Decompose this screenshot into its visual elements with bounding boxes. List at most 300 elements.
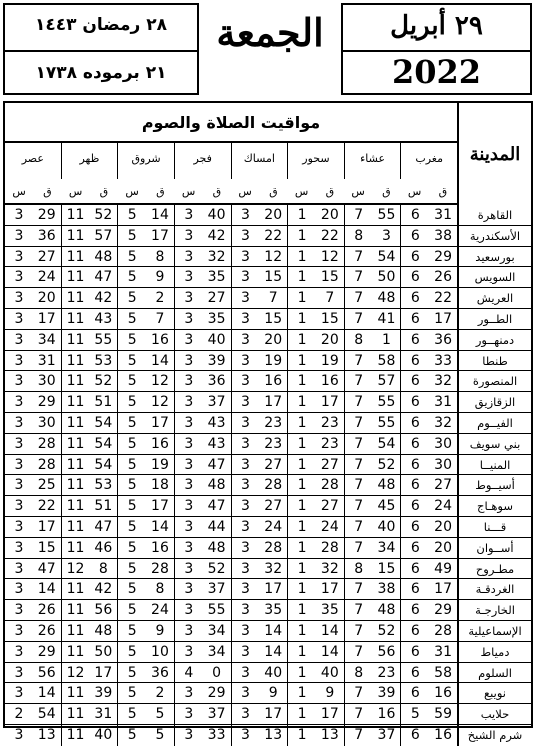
minute-cell: 14 [37, 685, 56, 702]
hour-cell: 3 [174, 621, 203, 641]
hour-cell: 11 [61, 683, 90, 703]
city-name: الأسكندرية [457, 226, 531, 246]
minute-cell: 30 [37, 414, 56, 431]
hour-cell: 7 [344, 475, 373, 495]
minute-cell: 29 [434, 248, 452, 265]
city-name: القاهرة [457, 205, 531, 225]
hour-cell: 3 [231, 392, 260, 412]
city-name: بورسعيد [457, 247, 531, 267]
hour-cell: 6 [400, 600, 429, 620]
minute-cell: 24 [320, 518, 339, 535]
hour-cell: 3 [231, 475, 260, 495]
hour-cell: 3 [231, 517, 260, 537]
minute-cell: 46 [94, 539, 113, 556]
hour-cell: 3 [231, 205, 260, 225]
hour-cell: 1 [287, 725, 316, 746]
minute-cell: 17 [320, 581, 339, 598]
hour-cell: 6 [400, 434, 429, 454]
hour-cell: 3 [14, 352, 24, 369]
prayer-header: عشاء [344, 143, 401, 179]
minute-cell: 7 [325, 290, 335, 307]
minute-cell: 31 [94, 706, 113, 723]
table-row [5, 413, 531, 434]
hour-cell: 3 [14, 477, 24, 494]
minute-cell: 20 [264, 331, 283, 348]
hour-unit-label: س [12, 185, 26, 198]
minute-cell: 17 [37, 518, 56, 535]
hour-cell: 6 [400, 330, 429, 350]
city-name: شرم الشيخ [457, 725, 531, 746]
city-name: بني سويف [457, 434, 531, 454]
minute-cell: 33 [207, 726, 226, 743]
hour-cell: 1 [287, 226, 316, 246]
divider [343, 50, 530, 52]
hour-cell: 3 [14, 435, 24, 452]
minute-cell: 14 [264, 622, 283, 639]
minute-cell: 47 [37, 560, 56, 577]
hour-cell: 7 [344, 496, 373, 516]
minute-cell: 20 [434, 518, 452, 535]
table-row [5, 621, 531, 642]
hour-cell: 3 [174, 205, 203, 225]
minute-cell: 43 [207, 435, 226, 452]
minute-cell: 39 [377, 685, 396, 702]
minute-cell: 22 [434, 290, 452, 307]
hour-cell: 3 [231, 642, 260, 662]
table-row [5, 351, 531, 372]
hour-cell: 3 [174, 351, 203, 371]
minute-cell: 33 [434, 352, 452, 369]
minute-cell: 47 [94, 518, 113, 535]
hour-cell: 8 [344, 559, 373, 579]
minute-cell: 22 [320, 227, 339, 244]
minute-cell: 14 [320, 643, 339, 660]
hour-cell: 12 [61, 559, 90, 579]
city-name: المنصورة [457, 371, 531, 391]
city-name: حلايب [457, 704, 531, 724]
table-title: مواقيت الصلاة والصوم [5, 103, 457, 143]
minute-cell: 16 [377, 706, 396, 723]
minute-cell: 42 [94, 290, 113, 307]
hour-cell: 6 [400, 413, 429, 433]
hour-cell: 11 [61, 267, 90, 287]
hour-cell: 5 [117, 392, 146, 412]
minute-cell: 29 [37, 207, 56, 223]
minute-unit-label: ق [99, 185, 109, 198]
hour-cell: 5 [117, 247, 146, 267]
hour-cell: 1 [287, 600, 316, 620]
minute-cell: 8 [98, 560, 108, 577]
minute-cell: 47 [207, 498, 226, 515]
table-row [5, 475, 531, 496]
minute-cell: 13 [37, 726, 56, 743]
minute-cell: 18 [151, 477, 169, 494]
prayer-header: شروق [117, 143, 174, 179]
hour-cell: 5 [117, 725, 146, 746]
hour-cell: 7 [344, 392, 373, 412]
hour-unit-label: س [294, 185, 309, 198]
table-row [5, 663, 531, 684]
city-name: سوهـاج [457, 496, 531, 516]
hour-cell: 1 [287, 351, 316, 371]
minute-cell: 35 [320, 602, 339, 619]
hour-cell: 3 [231, 267, 260, 287]
minute-cell: 54 [94, 414, 113, 431]
hour-cell: 1 [287, 621, 316, 641]
minute-cell: 36 [207, 373, 226, 390]
minute-cell: 20 [320, 331, 339, 348]
hour-cell: 1 [287, 475, 316, 495]
hour-cell: 6 [400, 309, 429, 329]
table-row [5, 288, 531, 309]
minute-cell: 28 [434, 622, 452, 639]
minute-cell: 16 [434, 685, 452, 702]
hour-cell: 6 [400, 559, 429, 579]
city-name: نويبع [457, 683, 531, 703]
minute-cell: 48 [377, 477, 396, 494]
minute-cell: 28 [264, 539, 283, 556]
minute-cell: 16 [320, 373, 339, 390]
hour-unit-label: س [181, 185, 196, 198]
hour-cell: 6 [400, 475, 429, 495]
coptic-date: ٢١ برموده ١٧٣٨ [35, 63, 167, 83]
minute-cell: 57 [94, 227, 113, 244]
minute-cell: 35 [207, 310, 226, 327]
prayer-header: سحور [287, 143, 344, 179]
hour-cell: 8 [344, 330, 373, 350]
hour-cell: 3 [231, 725, 260, 746]
table-row [5, 247, 531, 268]
hour-cell: 3 [174, 226, 203, 246]
minute-cell: 13 [320, 726, 339, 743]
minute-cell: 34 [207, 622, 226, 639]
minute-cell: 51 [94, 394, 113, 411]
prayer-header: مغرب [400, 143, 457, 179]
hour-cell: 3 [174, 517, 203, 537]
city-name: الغردقـة [457, 579, 531, 599]
hour-cell: 11 [61, 434, 90, 454]
minute-cell: 31 [37, 352, 56, 369]
hour-cell: 3 [14, 643, 24, 660]
minute-cell: 47 [94, 269, 113, 286]
hour-cell: 3 [174, 413, 203, 433]
minute-cell: 30 [37, 373, 56, 390]
table-row [5, 683, 531, 704]
hour-cell: 11 [61, 351, 90, 371]
hour-cell: 7 [344, 683, 373, 703]
hour-cell: 3 [231, 559, 260, 579]
minute-cell: 17 [151, 227, 169, 244]
hour-cell: 1 [287, 267, 316, 287]
hour-unit-label: س [351, 185, 365, 198]
minute-cell: 50 [94, 643, 113, 660]
hour-cell: 1 [287, 392, 316, 412]
hour-cell: 3 [14, 394, 24, 411]
table-row [5, 371, 531, 392]
minute-cell: 7 [155, 310, 165, 327]
hour-cell: 3 [174, 455, 203, 475]
minute-cell: 40 [320, 664, 339, 681]
minute-cell: 48 [207, 539, 226, 556]
minute-cell: 43 [207, 414, 226, 431]
hour-cell: 3 [174, 642, 203, 662]
hour-cell: 3 [14, 518, 24, 535]
hour-cell: 1 [287, 455, 316, 475]
hour-cell: 1 [287, 663, 316, 683]
hour-cell: 1 [287, 309, 316, 329]
city-column-header: المدينة [457, 103, 531, 205]
minute-cell: 15 [37, 539, 56, 556]
minute-cell: 9 [155, 622, 165, 639]
hour-cell: 11 [61, 413, 90, 433]
hour-cell: 3 [231, 683, 260, 703]
hour-cell: 1 [287, 205, 316, 225]
table-row [5, 309, 531, 330]
hour-cell: 11 [61, 621, 90, 641]
hour-cell: 11 [61, 309, 90, 329]
minute-cell: 41 [377, 310, 396, 327]
hour-cell: 6 [400, 455, 429, 475]
hour-cell: 3 [231, 247, 260, 267]
minute-cell: 27 [434, 477, 452, 494]
minute-cell: 27 [320, 498, 339, 515]
hour-cell: 5 [117, 621, 146, 641]
hour-cell: 6 [400, 267, 429, 287]
city-name: الإسماعيلية [457, 621, 531, 641]
minute-cell: 28 [264, 477, 283, 494]
table-row [5, 330, 531, 351]
hour-cell: 3 [231, 434, 260, 454]
hour-cell: 3 [14, 310, 24, 327]
minute-cell: 17 [320, 706, 339, 723]
hour-cell: 7 [344, 371, 373, 391]
hour-cell: 11 [61, 247, 90, 267]
minute-cell: 45 [377, 498, 396, 515]
hour-cell: 11 [61, 642, 90, 662]
minute-cell: 53 [94, 477, 113, 494]
hour-cell: 1 [287, 559, 316, 579]
minute-cell: 3 [382, 227, 391, 244]
minute-cell: 52 [377, 456, 396, 473]
minute-unit-label: ق [269, 185, 278, 198]
hour-cell: 3 [14, 539, 24, 556]
hour-cell: 5 [400, 704, 429, 724]
hour-cell: 12 [61, 663, 90, 683]
minute-cell: 15 [264, 269, 283, 286]
table-row [5, 704, 531, 725]
minute-cell: 40 [264, 664, 283, 681]
hour-cell: 11 [61, 205, 90, 225]
minute-cell: 48 [377, 290, 396, 307]
minute-cell: 14 [264, 643, 283, 660]
hour-cell: 1 [287, 538, 316, 558]
minute-cell: 43 [94, 310, 113, 327]
minute-cell: 32 [434, 373, 452, 390]
hour-cell: 3 [14, 498, 24, 515]
hour-cell: 1 [287, 371, 316, 391]
minute-cell: 28 [151, 560, 169, 577]
hour-cell: 1 [287, 330, 316, 350]
hour-cell: 3 [174, 309, 203, 329]
minute-cell: 42 [94, 581, 113, 598]
hour-cell: 3 [14, 373, 24, 390]
hour-unit-label: س [68, 185, 83, 198]
minute-cell: 19 [151, 456, 169, 473]
hour-cell: 3 [231, 330, 260, 350]
hour-cell: 3 [14, 560, 24, 577]
minute-cell: 59 [434, 706, 452, 723]
hour-cell: 3 [174, 392, 203, 412]
minute-cell: 19 [264, 352, 283, 369]
hour-cell: 11 [61, 496, 90, 516]
hour-cell: 7 [344, 538, 373, 558]
table-row [5, 559, 531, 580]
hour-cell: 3 [231, 455, 260, 475]
minute-cell: 17 [151, 414, 169, 431]
hour-cell: 5 [117, 579, 146, 599]
table-row [5, 226, 531, 247]
hour-cell: 6 [400, 288, 429, 308]
minute-cell: 25 [37, 477, 56, 494]
minute-cell: 30 [434, 435, 452, 452]
minute-cell: 48 [94, 622, 113, 639]
hour-cell: 6 [400, 371, 429, 391]
hour-cell: 5 [117, 226, 146, 246]
minute-cell: 14 [151, 352, 169, 369]
hour-cell: 1 [287, 642, 316, 662]
minute-cell: 48 [94, 248, 113, 265]
hour-cell: 1 [287, 704, 316, 724]
hour-cell: 11 [61, 579, 90, 599]
minute-cell: 15 [320, 269, 339, 286]
minute-cell: 29 [434, 602, 452, 619]
hour-cell: 6 [400, 538, 429, 558]
hour-cell: 3 [231, 288, 260, 308]
minute-cell: 20 [37, 290, 56, 307]
minute-cell: 39 [207, 352, 226, 369]
table-row [5, 725, 531, 746]
hour-cell: 1 [287, 579, 316, 599]
minute-cell: 20 [434, 539, 452, 556]
minute-cell: 26 [434, 269, 452, 286]
hour-cell: 1 [287, 288, 316, 308]
hour-cell: 5 [117, 642, 146, 662]
hour-cell: 6 [400, 205, 429, 225]
hour-cell: 3 [14, 685, 24, 702]
minute-cell: 24 [434, 498, 452, 515]
hour-cell: 3 [231, 413, 260, 433]
minute-cell: 12 [320, 248, 339, 265]
hour-cell: 5 [117, 517, 146, 537]
minute-cell: 53 [94, 352, 113, 369]
table-row [5, 267, 531, 288]
hour-cell: 3 [14, 664, 24, 681]
minute-cell: 26 [37, 602, 56, 619]
minute-cell: 9 [268, 685, 278, 702]
minute-cell: 37 [207, 706, 226, 723]
hour-cell: 5 [117, 413, 146, 433]
minute-cell: 24 [37, 269, 56, 286]
hour-cell: 7 [344, 413, 373, 433]
minute-cell: 20 [264, 207, 283, 223]
hour-cell: 3 [14, 726, 24, 743]
minute-cell: 17 [320, 394, 339, 411]
city-name: الطــور [457, 309, 531, 329]
hour-unit-label: س [238, 185, 252, 198]
hour-cell: 11 [61, 330, 90, 350]
hour-cell: 3 [14, 269, 24, 286]
city-name: مطـروح [457, 559, 531, 579]
minute-cell: 35 [207, 269, 226, 286]
hour-cell: 6 [400, 392, 429, 412]
table-row [5, 517, 531, 538]
prayer-header: عصر [21, 152, 44, 165]
minute-cell: 52 [94, 373, 113, 390]
minute-cell: 10 [151, 643, 169, 660]
minute-cell: 32 [264, 560, 283, 577]
minute-cell: 55 [377, 414, 396, 431]
hour-cell: 5 [117, 267, 146, 287]
hour-cell: 11 [61, 600, 90, 620]
minute-cell: 32 [434, 414, 452, 431]
hour-cell: 7 [344, 621, 373, 641]
minute-cell: 57 [377, 373, 396, 390]
hour-cell: 7 [344, 600, 373, 620]
minute-cell: 29 [37, 394, 56, 411]
hour-cell: 1 [287, 434, 316, 454]
hour-cell: 5 [117, 600, 146, 620]
minute-cell: 56 [377, 643, 396, 660]
minute-cell: 40 [377, 518, 396, 535]
minute-cell: 44 [207, 518, 226, 535]
minute-cell: 2 [155, 685, 165, 702]
minute-cell: 39 [94, 685, 113, 702]
minute-cell: 56 [37, 664, 56, 681]
hour-cell: 3 [174, 538, 203, 558]
minute-cell: 16 [151, 539, 169, 556]
minute-cell: 48 [207, 477, 226, 494]
city-name: الزقازيق [457, 392, 531, 412]
hour-cell: 3 [174, 725, 203, 746]
table-row [5, 579, 531, 600]
hour-cell: 7 [344, 205, 373, 225]
hour-cell: 7 [344, 288, 373, 308]
hour-cell: 5 [117, 351, 146, 371]
hour-cell: 6 [400, 621, 429, 641]
hour-cell: 11 [61, 371, 90, 391]
hour-cell: 7 [344, 309, 373, 329]
minute-cell: 23 [320, 435, 339, 452]
hour-cell: 2 [14, 706, 24, 723]
city-name: العريش [457, 288, 531, 308]
hour-cell: 7 [344, 267, 373, 287]
minute-cell: 51 [94, 498, 113, 515]
minute-cell: 55 [94, 331, 113, 348]
hour-cell: 3 [174, 496, 203, 516]
minute-cell: 58 [377, 352, 396, 369]
gregorian-year: 2022 [391, 53, 482, 91]
minute-unit-label: ق [325, 185, 335, 198]
minute-cell: 5 [155, 726, 165, 743]
minute-cell: 27 [264, 498, 283, 515]
hour-cell: 1 [287, 247, 316, 267]
minute-cell: 12 [264, 248, 283, 265]
hour-cell: 6 [400, 642, 429, 662]
minute-unit-label: ق [156, 185, 165, 198]
prayer-column-headers [5, 143, 457, 179]
minute-cell: 16 [151, 435, 169, 452]
hour-cell: 3 [231, 538, 260, 558]
